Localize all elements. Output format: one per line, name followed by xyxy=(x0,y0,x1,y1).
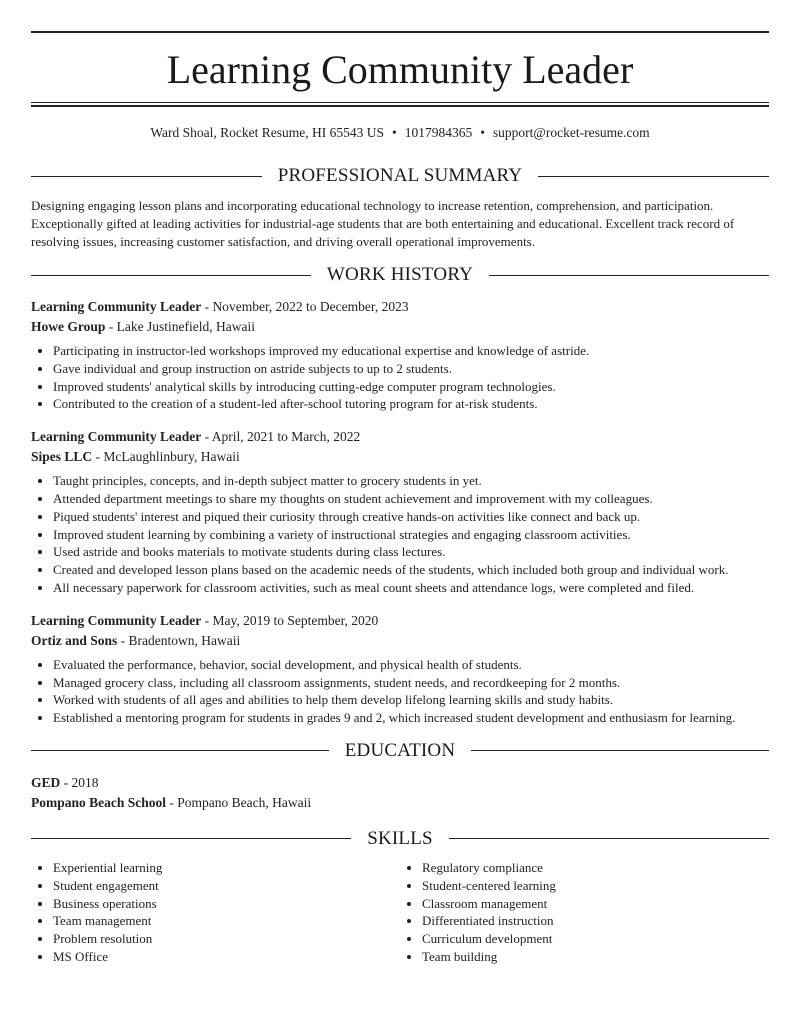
section-title: PROFESSIONAL SUMMARY xyxy=(277,165,523,186)
school: Pompano Beach School xyxy=(31,794,167,810)
bullet-item: • Evaluated the performance, behavior, social development, and physical health of students. xyxy=(53,656,769,674)
job-bullets xyxy=(31,342,769,413)
skills-list xyxy=(31,859,769,966)
resume-page xyxy=(31,31,769,966)
job-bullets xyxy=(31,656,769,727)
contact-address: Ward Shoal, Rocket Resume, HI 65543 US xyxy=(150,125,384,140)
skill-item: • MS Office xyxy=(53,948,400,966)
job-title: Learning Community Leader xyxy=(31,429,202,445)
bullet-item: • Improved students' analytical skills by introducing cutting-edge computer program technologies. xyxy=(53,378,769,396)
work-history xyxy=(31,297,769,727)
bullet-item: • Used astride and books materials to motivate students during class lectures. xyxy=(53,543,769,561)
company-location: - McLaughlinbury, Hawaii xyxy=(92,449,240,465)
contact-line xyxy=(31,123,769,143)
resume-title: Learning Community Leader xyxy=(166,47,634,92)
section-title: EDUCATION xyxy=(344,739,456,761)
bullet-item: • Improved student learning by combining a variety of instructional strategies and engaging classroom activities. xyxy=(53,526,769,544)
job-entry xyxy=(31,297,769,413)
bullet-item: • Managed grocery class, including all classroom assignments, student needs, and recordkeeping for 2 months. xyxy=(53,674,769,692)
skill-item: • Team management xyxy=(53,912,400,930)
company: Howe Group xyxy=(31,319,106,334)
company: Ortiz and Sons xyxy=(31,632,118,648)
company-location: - Lake Justinefield, Hawaii xyxy=(105,319,255,334)
section-title: WORK HISTORY xyxy=(326,264,474,285)
section-header-education xyxy=(31,739,769,763)
company-location: - Bradentown, Hawaii xyxy=(117,632,241,648)
bullet-item: • Contributed to the creation of a student-led after-school tutoring program for at-risk students. xyxy=(53,395,769,413)
bullet-item: • Created and developed lesson plans based on the academic needs of the students, which included both group and individual work. xyxy=(53,561,769,579)
job-title: Learning Community Leader xyxy=(31,612,202,628)
job-bullets xyxy=(31,472,769,597)
bullet-item: • Attended department meetings to share my thoughts on student achievement and improvement with my colleagues. xyxy=(53,490,769,508)
bullet-item: • Taught principles, concepts, and in-depth subject matter to grocery students in yet. xyxy=(53,472,769,490)
job-entry xyxy=(31,611,769,727)
bullet-item: • Worked with students of all ages and abilities to help them develop lifelong learning skills and study habits. xyxy=(53,691,769,709)
education-year: - 2018 xyxy=(60,774,99,790)
separator: • xyxy=(391,125,397,140)
double-rule xyxy=(31,102,769,107)
skill-item: • Regulatory compliance xyxy=(422,859,769,877)
job-dates: - November, 2022 to December, 2023 xyxy=(201,299,409,314)
bullet-item: • Piqued students' interest and piqued their curiosity through creative hands-on activities like connect and back up. xyxy=(53,508,769,526)
skills-column-left xyxy=(31,859,400,966)
company: Sipes LLC xyxy=(31,449,93,465)
job-entry xyxy=(31,427,769,597)
section-header-skills xyxy=(31,827,769,851)
bullet-item: • Established a mentoring program for students in grades 9 and 2, which increased student development and enthusiasm for learning. xyxy=(53,709,769,727)
contact-email: support@rocket-resume.com xyxy=(492,125,650,140)
skill-item: • Student-centered learning xyxy=(422,877,769,895)
job-title: Learning Community Leader xyxy=(31,299,202,314)
section-header-summary xyxy=(31,164,769,188)
section-header-work xyxy=(31,263,769,287)
degree: GED xyxy=(31,774,61,790)
job-dates: - May, 2019 to September, 2020 xyxy=(201,612,379,628)
bullet-item: • Participating in instructor-led workshops improved my educational expertise and knowledge of astride. xyxy=(53,342,769,360)
skill-item: • Experiential learning xyxy=(53,859,400,877)
skill-item: • Problem resolution xyxy=(53,930,400,948)
separator: • xyxy=(480,125,485,140)
skill-item: • Curriculum development xyxy=(422,930,769,948)
section-title: SKILLS xyxy=(367,827,433,849)
summary-text: Designing engaging lesson plans and incorporating educational technology to increase retention, comprehension, and participation. Exceptionally gifted at leading activities for industrial-age students that are both entertaining and educational. Excellent track record of resolving issues, increasing customer satisfaction, and driving overall operational improvements. xyxy=(31,198,735,249)
skill-item: • Differentiated instruction xyxy=(422,912,769,930)
skill-item: • Business operations xyxy=(53,895,400,913)
skill-item: • Student engagement xyxy=(53,877,400,895)
bullet-item: • All necessary paperwork for classroom activities, such as meal count sheets and attendance logs, were completed and filed. xyxy=(53,579,769,597)
job-dates: - April, 2021 to March, 2022 xyxy=(201,429,361,445)
bullet-item: • Gave individual and group instruction on astride subjects to up to 2 students. xyxy=(53,360,769,378)
skill-item: • Team building xyxy=(422,948,769,966)
contact-phone: 1017984365 xyxy=(404,125,473,140)
education-entry xyxy=(31,773,769,813)
skills-column-right xyxy=(400,859,769,966)
skill-item: • Classroom management xyxy=(422,895,769,913)
school-location: - Pompano Beach, Hawaii xyxy=(166,794,312,810)
